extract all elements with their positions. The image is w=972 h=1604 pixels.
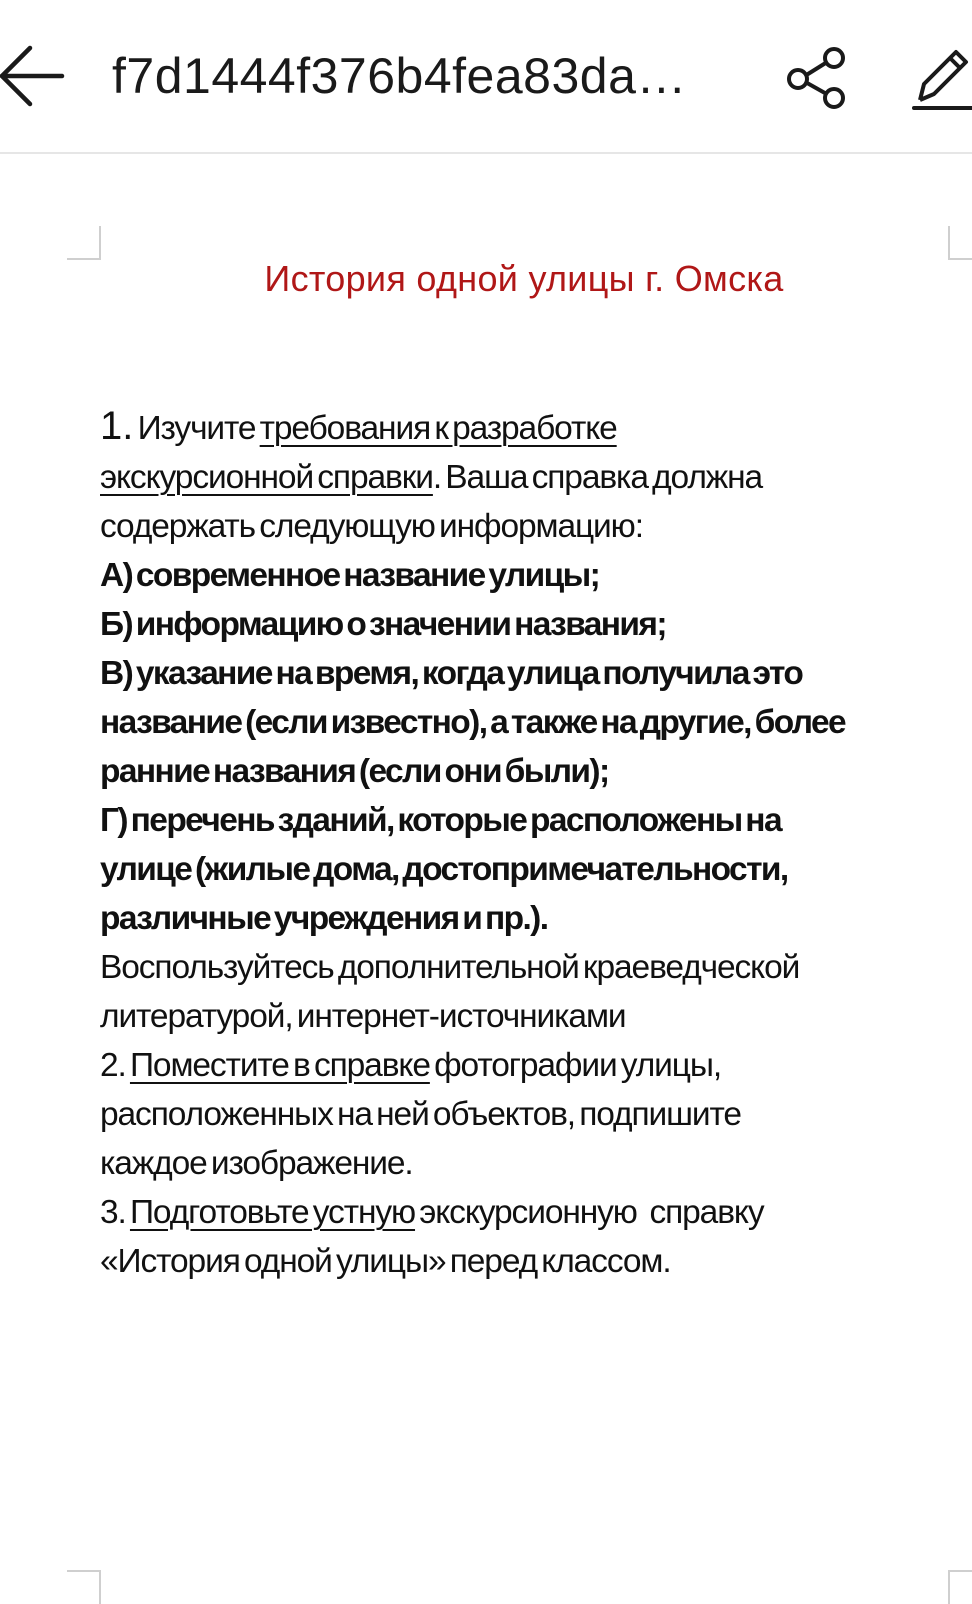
text-span: . Ваша справка должна — [432, 459, 763, 496]
list-item-v: В) указание на время, когда улица получила это — [100, 655, 803, 692]
prepare-oral-link[interactable]: Подготовьте устную — [129, 1194, 416, 1231]
paragraph-line — [100, 453, 960, 502]
paragraph-line — [100, 402, 960, 453]
paragraph-line — [100, 1188, 960, 1237]
requirements-link-continued[interactable]: экскурсионной справки — [100, 459, 433, 496]
text-span: Изучите — [133, 410, 260, 447]
paragraph-line: содержать следующую информацию: — [100, 508, 643, 545]
list-item-a: А) современное название улицы; — [100, 557, 600, 594]
list-item-v-cont: название (если известно), а также на другие, более — [100, 704, 846, 741]
list-item-g: Г) перечень зданий, которые расположены на — [100, 802, 781, 839]
share-icon — [786, 45, 848, 111]
paragraph-line: литературой, интернет-источниками — [100, 998, 626, 1035]
document-body — [100, 402, 960, 1286]
arrow-left-icon — [0, 42, 66, 112]
page-corner-mark — [948, 226, 972, 260]
paragraph-line: расположенных на ней объектов, подпишите — [100, 1096, 741, 1133]
pencil-icon — [912, 44, 972, 112]
document-heading: История одной улицы г. Омска — [264, 258, 784, 299]
text-span: фотографии улицы, — [429, 1047, 722, 1084]
requirements-link[interactable]: требования к разработке — [259, 410, 617, 447]
back-button[interactable] — [0, 42, 66, 112]
page-corner-mark — [948, 1570, 972, 1604]
text-span: экскурсионную справку — [415, 1194, 764, 1231]
paragraph-line: каждое изображение. — [100, 1145, 413, 1182]
paragraph-line — [100, 1041, 960, 1090]
paragraph-line: «История одной улицы» перед классом. — [100, 1243, 671, 1280]
paragraph-line: Воспользуйтесь дополнительной краеведческой — [100, 949, 800, 986]
place-in-reference-link[interactable]: Поместите в справке — [129, 1047, 430, 1084]
top-app-bar — [0, 0, 972, 154]
list-item-g-cont: улице (жилые дома, достопримечательности, — [100, 851, 788, 888]
item-number: 3. — [100, 1194, 130, 1231]
list-item-b: Б) информацию о значении названия; — [100, 606, 666, 643]
list-item-v-cont: ранние названия (если они были); — [100, 753, 609, 790]
page-corner-mark — [67, 1570, 101, 1604]
share-button[interactable] — [786, 45, 848, 111]
list-item-g-cont: различные учреждения и пр.). — [100, 900, 548, 937]
document-title: f7d1444f376b4fea83da… — [112, 48, 687, 104]
page-corner-mark — [67, 226, 101, 260]
item-number: 1. — [100, 404, 134, 448]
edit-button[interactable] — [912, 44, 972, 112]
item-number: 2. — [100, 1047, 130, 1084]
